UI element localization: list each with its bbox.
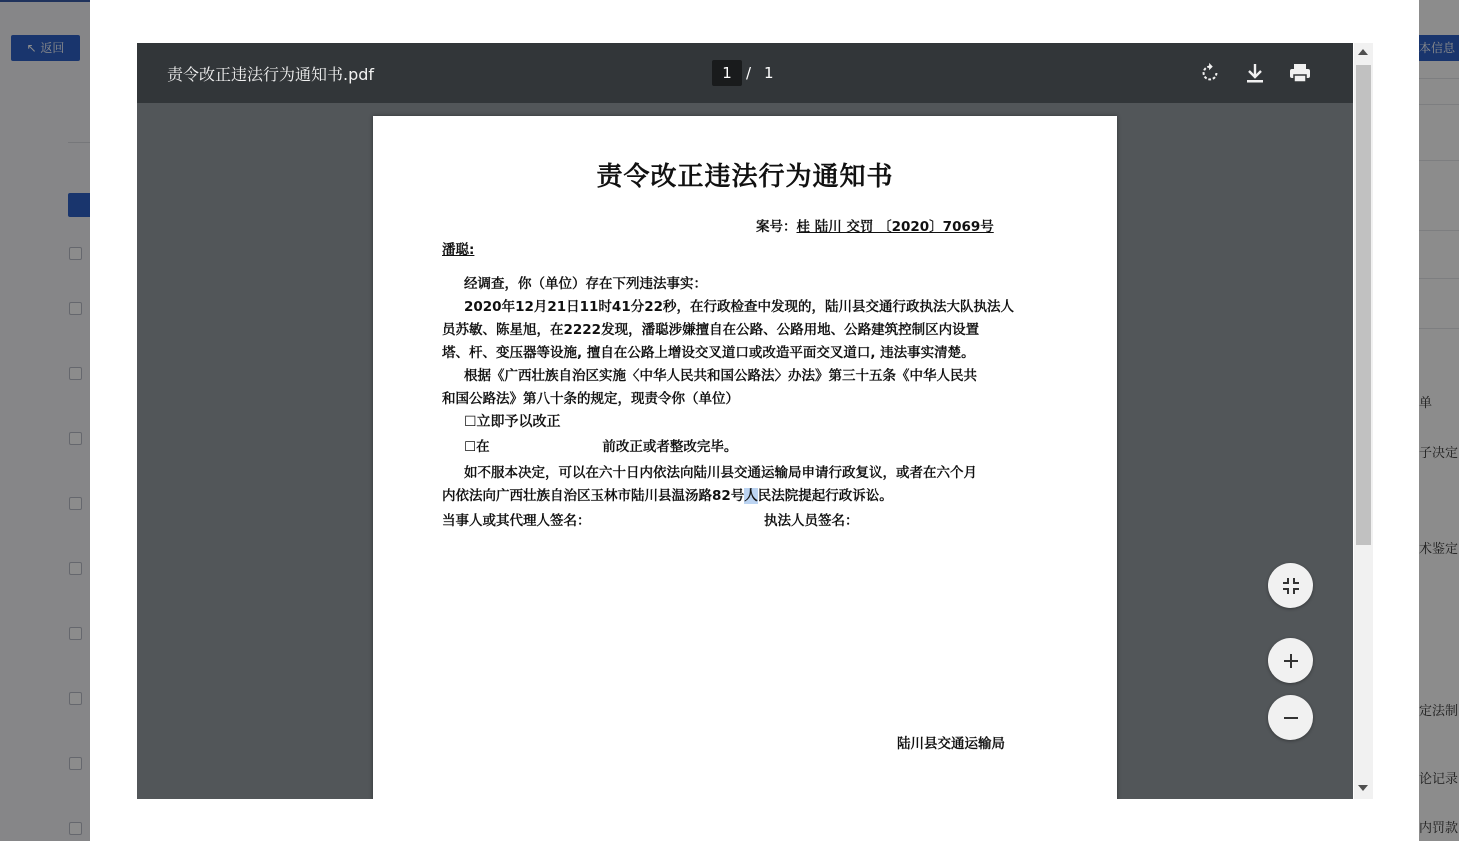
body-line: 如不服本决定，可以在六十日内依法向陆川县交通运输局申请行政复议，或者在六个月 xyxy=(464,465,977,481)
scroll-up-arrow-icon[interactable] xyxy=(1358,49,1368,55)
signature-officer: 执法人员签名： xyxy=(764,513,859,529)
right-label[interactable]: 论记录 xyxy=(1419,772,1459,787)
right-label[interactable]: 术鉴定 xyxy=(1419,542,1459,557)
total-pages: 1 xyxy=(764,64,774,82)
page-separator: / xyxy=(746,64,752,82)
rotate-icon xyxy=(1199,62,1221,84)
case-number-value: 桂 陆川 交罚 〔2020〕7069号 xyxy=(796,219,994,235)
page-number-input[interactable]: 1 xyxy=(712,60,742,86)
pdf-toolbar xyxy=(137,43,1353,103)
case-label: 案号： xyxy=(756,219,797,235)
download-button[interactable] xyxy=(1241,59,1269,87)
body-line xyxy=(442,484,893,504)
zoom-in-icon xyxy=(1283,653,1299,669)
back-button[interactable]: ↖ 返回 xyxy=(11,35,80,61)
body-line: 2020年12月21日11时41分22秒，在行政检查中发现的，陆川县交通行政执法大队执法人 xyxy=(464,299,1015,315)
document-title: 责令改正违法行为通知书 xyxy=(596,162,894,192)
text-selection: 人 xyxy=(744,488,758,504)
party-name: 潘聪: xyxy=(442,242,475,258)
print-icon xyxy=(1289,63,1311,83)
option-deadline: ☐在 前改正或者整改完毕。 xyxy=(464,439,738,455)
body-line: 员苏敏、陈星旭，在2222发现，潘聪涉嫌擅自在公路、公路用地、公路建筑控制区内设置 xyxy=(442,322,980,338)
body-line: 根据《广西壮族自治区实施〈中华人民共和国公路法〉办法》第三十五条《中华人民共 xyxy=(464,368,977,384)
body-line: 和国公路法》第八十条的规定，现责令你（单位） xyxy=(442,391,739,407)
body-text: 内依法向广西壮族自治区玉林市陆川县温汤路82号 xyxy=(442,488,745,504)
right-label[interactable]: 子决定 xyxy=(1419,446,1459,461)
pdf-viewer xyxy=(137,43,1353,799)
fit-page-button[interactable] xyxy=(1268,563,1313,608)
right-label[interactable]: 定法制 xyxy=(1419,704,1459,719)
scroll-down-arrow-icon[interactable] xyxy=(1358,785,1368,791)
zoom-in-button[interactable] xyxy=(1268,638,1313,683)
issuing-organization: 陆川县交通运输局 xyxy=(897,736,1005,752)
zoom-out-button[interactable] xyxy=(1268,695,1313,740)
right-label[interactable]: 内罚款 xyxy=(1419,821,1459,836)
body-line: 经调查，你（单位）存在下列违法事实： xyxy=(464,276,707,292)
vertical-scrollbar[interactable] xyxy=(1354,43,1373,799)
rotate-button[interactable] xyxy=(1196,59,1224,87)
case-number xyxy=(756,215,994,235)
signature-party: 当事人或其代理人签名： xyxy=(442,513,591,529)
print-button[interactable] xyxy=(1286,59,1314,87)
right-label[interactable]: 单 xyxy=(1419,396,1433,411)
download-icon xyxy=(1245,62,1265,84)
zoom-out-icon xyxy=(1283,710,1299,726)
basic-info-button[interactable]: 本信息 xyxy=(1419,35,1459,61)
body-text: 民法院提起行政诉讼。 xyxy=(757,488,893,504)
option-immediate: ☐立即予以改正 xyxy=(464,414,561,430)
pdf-page xyxy=(373,116,1117,799)
file-name: 责令改正违法行为通知书.pdf xyxy=(167,65,375,84)
body-line: 塔、杆、变压器等设施, 擅自在公路上增设交叉道口或改造平面交叉道口, 违法事实清楚。 xyxy=(442,345,975,361)
scrollbar-thumb[interactable] xyxy=(1356,65,1371,545)
fit-page-icon xyxy=(1282,577,1300,595)
